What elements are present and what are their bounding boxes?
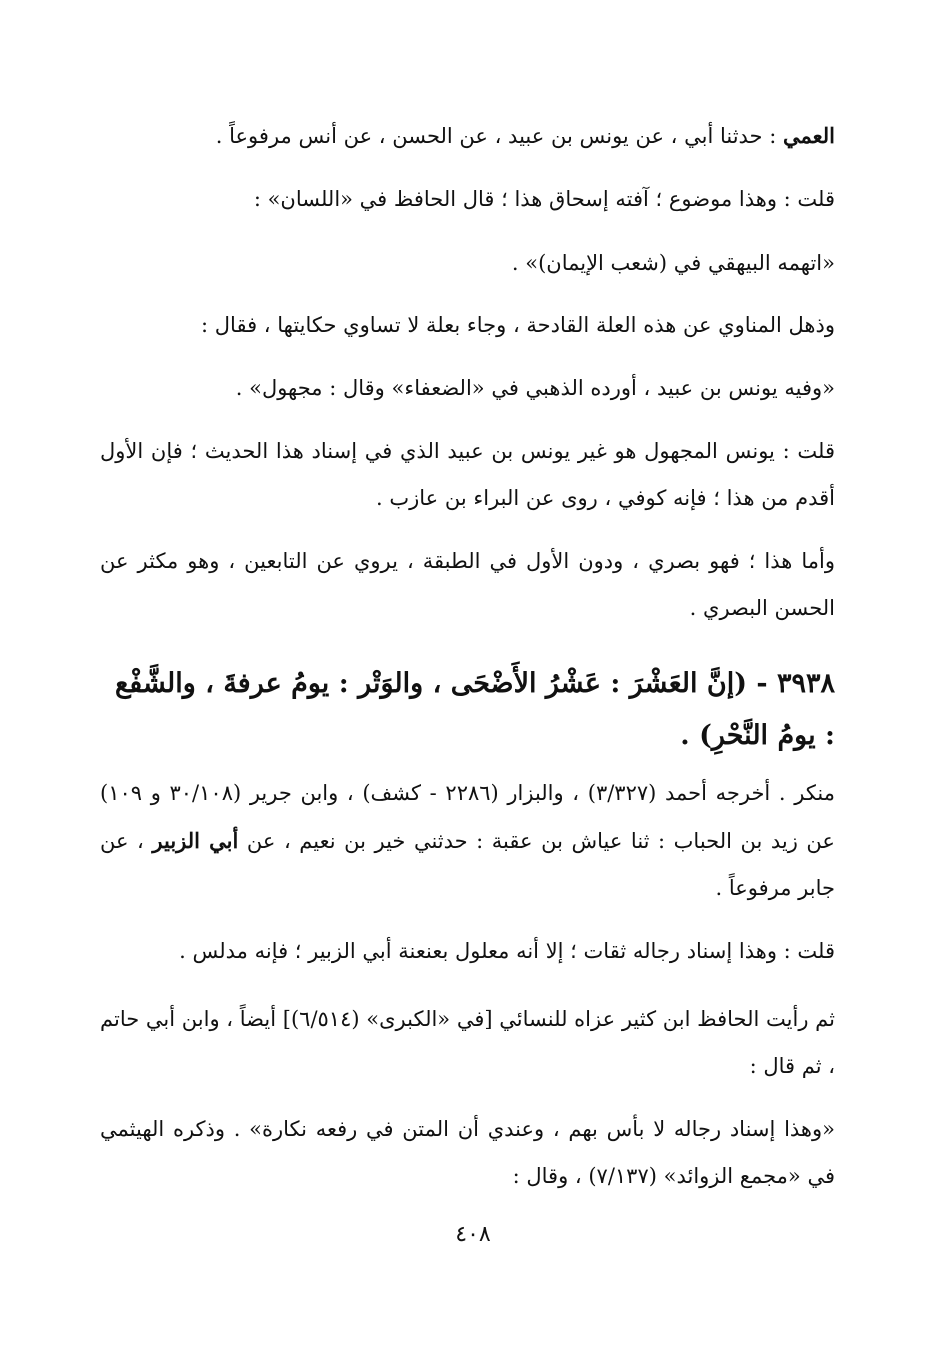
paragraph-7	[100, 538, 835, 632]
paragraph-11	[100, 1106, 835, 1200]
paragraph-5	[100, 365, 835, 412]
paragraph-2-text: قلت : وهذا موضوع ؛ آفته إسحاق هذا ؛ قال الحافظ في «اللسان» :	[253, 187, 835, 211]
paragraph-9	[100, 928, 835, 975]
paragraph-2	[100, 176, 835, 223]
page-number: ٤٠٨	[455, 1222, 491, 1247]
paragraph-6	[100, 428, 835, 522]
paragraph-1	[100, 112, 835, 160]
bold-lead-word: العمي	[782, 123, 835, 148]
paragraph-8-text-after: ، عن جابر مرفوعاً .	[100, 829, 835, 900]
paragraph-7-text: وأما هذا ؛ فهو بصري ، ودون الأول في الطبقة ، يروي عن التابعين ، وهو مكثر عن الحسن البصري .	[100, 549, 835, 620]
paragraph-3-text: «اتهمه البيهقي في (شعب الإيمان)» .	[511, 251, 835, 275]
hadith-heading-text: ٣٩٣٨ - (إنَّ العَشْرَ : عَشْرُ الأَضْحَى ، والوَتْر : يومُ عرفةَ ، والشَّفْع : يومُ النَّحْرِ) .	[114, 668, 835, 751]
paragraph-8-bold-name: أبي الزبير	[152, 828, 239, 853]
paragraph-9-text: قلت : وهذا إسناد رجاله ثقات ؛ إلا أنه معلول بعنعنة أبي الزبير ؛ فإنه مدلس .	[179, 939, 835, 963]
paragraph-4-text: وذهل المناوي عن هذه العلة القادحة ، وجاء بعلة لا تساوي حكايتها ، فقال :	[201, 313, 835, 337]
paragraph-10	[100, 996, 835, 1090]
paragraph-11-text: «وهذا إسناد رجاله لا بأس بهم ، وعندي أن المتن في رفعه نكارة» . وذكره الهيثمي في «مجمع الزوائد» (٧/١٣٧) ، وقال :	[100, 1117, 835, 1188]
paragraph-5-text: «وفيه يونس بن عبيد ، أورده الذهبي في «الضعفاء» وقال : مجهول» .	[235, 376, 835, 400]
paragraph-4	[100, 302, 835, 349]
paragraph-3	[100, 240, 835, 287]
paragraph-8-text: منكر . أخرجه أحمد (٣/٣٢٧) ، والبزار (٢٢٨٦ - كشف) ، وابن جرير (٣٠/١٠٨ و ١٠٩) عن زيد بن الحباب : ثنا عياش بن عقبة : حدثني خير بن نعيم ، عن	[100, 781, 835, 853]
paragraph-8	[100, 770, 835, 912]
paragraph-10-text: ثم رأيت الحافظ ابن كثير عزاه للنسائي [في «الكبرى» (٦/٥١٤)] أيضاً ، وابن أبي حاتم ، ثم قال :	[100, 1007, 835, 1078]
paragraph-6-text: قلت : يونس المجهول هو غير يونس بن عبيد الذي في إسناد هذا الحديث ؛ فإن الأول أقدم من هذا ؛ فإنه كوفي ، روى عن البراء بن عازب .	[100, 439, 835, 510]
hadith-heading	[100, 658, 835, 762]
paragraph-1-text: : حدثنا أبي ، عن يونس بن عبيد ، عن الحسن ، عن أنس مرفوعاً .	[215, 124, 777, 148]
